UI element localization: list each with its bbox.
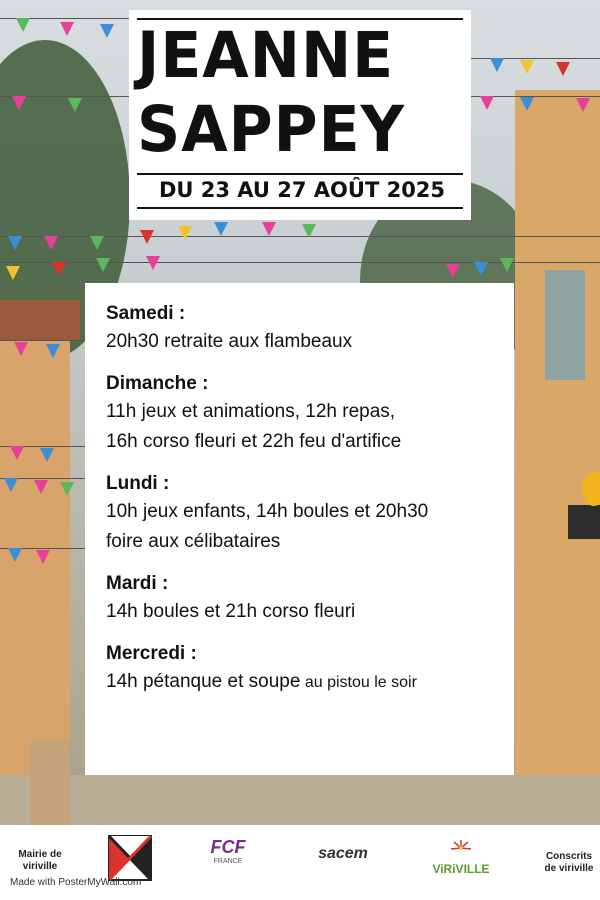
poster-title-line-1: JEANNE	[137, 19, 395, 93]
bunting-flag	[214, 222, 228, 236]
logo-crest	[108, 835, 152, 881]
bunting-flag	[8, 548, 22, 562]
schedule-day-samedi	[106, 301, 514, 357]
logo-conscrits: Conscrits de viriville	[544, 851, 594, 874]
bunting-flag	[556, 62, 570, 76]
fcf-subtitle: FRANCE	[213, 858, 243, 865]
bunting-flag	[90, 236, 104, 250]
street	[0, 775, 600, 825]
bunting-flag	[302, 224, 316, 238]
bunting-flag	[6, 266, 20, 280]
viriville-mark: ViRiVILLE	[432, 862, 490, 876]
day-activity: 20h30 retraite aux flambeaux	[106, 331, 353, 352]
bunting-flag	[68, 98, 82, 112]
bunting-flag	[60, 482, 74, 496]
day-name: Lundi :	[106, 473, 170, 494]
day-name: Mardi :	[106, 573, 169, 594]
bunting-flag	[100, 24, 114, 38]
rule-bottom	[137, 207, 463, 209]
schedule-panel	[85, 283, 514, 775]
crest-icon	[108, 835, 152, 881]
schedule-day-mardi	[106, 571, 514, 627]
roof-left	[0, 300, 80, 340]
fcf-mark: FCF	[210, 837, 246, 857]
day-activity	[106, 667, 514, 698]
bunting-flag	[146, 256, 160, 270]
bunting-flag	[12, 96, 26, 110]
bunting-flag	[10, 446, 24, 460]
day-name: Dimanche :	[106, 373, 209, 394]
yellow-lamp	[582, 472, 600, 506]
bunting-flag	[446, 264, 460, 278]
day-activity: 14h boules et 21h corso fleuri	[106, 601, 356, 622]
rule-middle	[137, 173, 463, 175]
bunting-flag	[576, 98, 590, 112]
building-right	[515, 90, 600, 825]
bunting-flag	[490, 58, 504, 72]
bunting-flag	[520, 60, 534, 74]
bunting-flag	[178, 226, 192, 240]
day-activity-main: 14h pétanque et soupe	[106, 671, 301, 692]
day-activity: foire aux célibataires	[106, 531, 281, 552]
bunting-flag	[500, 258, 514, 272]
bunting-string	[0, 340, 85, 341]
bunting-flag	[16, 18, 30, 32]
bunting-flag	[60, 22, 74, 36]
bunting-flag	[52, 262, 66, 276]
bunting-flag	[140, 230, 154, 244]
day-name: Mercredi :	[106, 643, 197, 664]
logo-sacem: sacem	[318, 845, 368, 862]
bunting-flag	[520, 97, 534, 111]
schedule-day-mercredi	[106, 641, 514, 698]
day-activity: 10h jeux enfants, 14h boules et 20h30	[106, 501, 429, 522]
poster-title-line-2: SAPPEY	[137, 93, 406, 167]
shutter-right	[545, 270, 585, 380]
bunting-flag	[40, 448, 54, 462]
schedule-day-lundi	[106, 471, 514, 557]
doorway-left	[30, 740, 70, 825]
bunting-flag	[46, 344, 60, 358]
bunting-flag	[14, 342, 28, 356]
day-activity: 16h corso fleuri et 22h feu d'artifice	[106, 431, 402, 452]
logo-fcf	[198, 837, 258, 865]
day-name: Samedi :	[106, 303, 186, 324]
bunting-flag	[474, 262, 488, 276]
schedule-day-dimanche	[106, 371, 514, 457]
day-activity-small: au pistou le soir	[300, 674, 417, 691]
bunting-flag	[480, 96, 494, 110]
fireworks-icon	[446, 839, 476, 857]
bunting-flag	[36, 550, 50, 564]
bunting-flag	[96, 258, 110, 272]
day-activity: 11h jeux et animations, 12h repas,	[106, 401, 396, 422]
bunting-flag	[262, 222, 276, 236]
logo-viriville	[428, 839, 494, 876]
shop-sign	[568, 505, 600, 539]
bunting-flag	[8, 236, 22, 250]
title-panel	[129, 10, 471, 220]
logo-mairie-viriville: Mairie de viriville	[18, 849, 62, 872]
bunting-flag	[34, 480, 48, 494]
poster-credit: Made with PosterMyWall.com	[10, 877, 142, 888]
event-dates: DU 23 AU 27 AOÛT 2025	[158, 178, 446, 202]
bunting-flag	[4, 478, 18, 492]
sponsor-footer	[0, 825, 600, 900]
bunting-flag	[44, 236, 58, 250]
